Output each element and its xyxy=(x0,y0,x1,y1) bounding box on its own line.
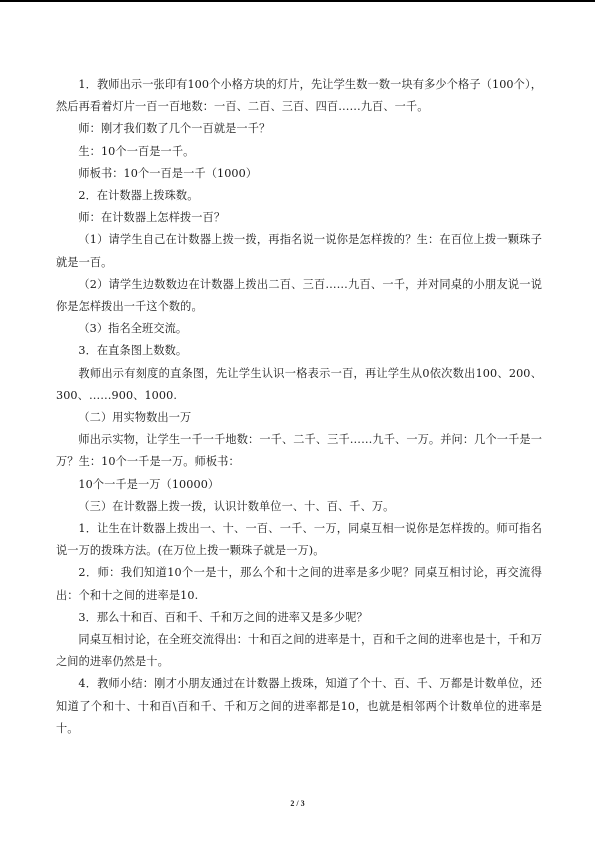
paragraph: 2．师：我们知道10个一是十，那么个和十之间的进率是多少呢？同桌互相讨论，再交流得出：个和十之间的进率是10. xyxy=(56,566,542,602)
paragraph: 师：在计数器上怎样拨一百？ xyxy=(78,211,226,225)
paragraph: 2．在计数器上拨珠数。 xyxy=(78,189,199,203)
paragraph: 3．在直条图上数数。 xyxy=(78,344,188,358)
paragraph: 师出示实物，让学生一千一千地数：一千、二千、三千……九千、一万。并问：几个一千是一万？生：10个一千是一万。师板书： xyxy=(56,433,542,469)
paragraph: 生：10个一百是一千。 xyxy=(78,144,195,158)
paragraph: 师板书：10个一百是一千（1000） xyxy=(78,166,258,180)
paragraph: 10个一千是一万（10000） xyxy=(78,477,220,491)
paragraph: 教师出示有刻度的直条图，先让学生认识一格表示一百，再让学生从0依次数出100、200、300、……900、1000. xyxy=(56,366,542,402)
paragraph: 1．教师出示一张印有100个小格方块的灯片，先让学生数一数一块有多少个格子（100个），然后再看着灯片一百一百地数：一百、二百、三百、四百……九百、一千。 xyxy=(56,78,542,114)
page-number: 2 / 3 xyxy=(290,799,305,808)
paragraph: 4．教师小结：刚才小朋友通过在计数器上拨珠，知道了个十、百、千、万都是计数单位，还知道了个和十、十和百\百和千、千和万之间的进率都是10，也就是相邻两个计数单位的进率是十。 xyxy=(56,677,542,735)
paragraph: 1．让生在计数器上拨出一、十、一百、一千、一万，同桌互相一说你是怎样拨的。师可指名说一万的拨珠方法。(在万位上拨一颗珠子就是一万)。 xyxy=(56,522,542,558)
document-body xyxy=(56,74,542,740)
paragraph: 3．那么十和百、百和千、千和万之间的进率又是多少呢？ xyxy=(78,610,368,624)
section-heading: （二）用实物数出一万 xyxy=(78,411,192,425)
paragraph: 同桌互相讨论，在全班交流得出：十和百之间的进率是十，百和千之间的进率也是十，千和万之间的进率仍然是十。 xyxy=(56,633,542,669)
paragraph: （2）请学生边数数边在计数器上拨出二百、三百……九百、一千，并对同桌的小朋友说一说你是怎样拨出一千这个数的。 xyxy=(56,277,542,314)
paragraph: （1）请学生自己在计数器上拨一拨，再指名说一说你是怎样拨的？生：在百位上拨一颗珠子就是一百。 xyxy=(56,233,542,269)
top-border-line xyxy=(0,0,595,2)
section-heading: （三）在计数器上拨一拨，认识计数单位一、十、百、千、万。 xyxy=(78,499,395,513)
paragraph: （3）指名全班交流。 xyxy=(78,322,188,336)
paragraph: 师：刚才我们数了几个一百就是一千？ xyxy=(78,122,271,136)
